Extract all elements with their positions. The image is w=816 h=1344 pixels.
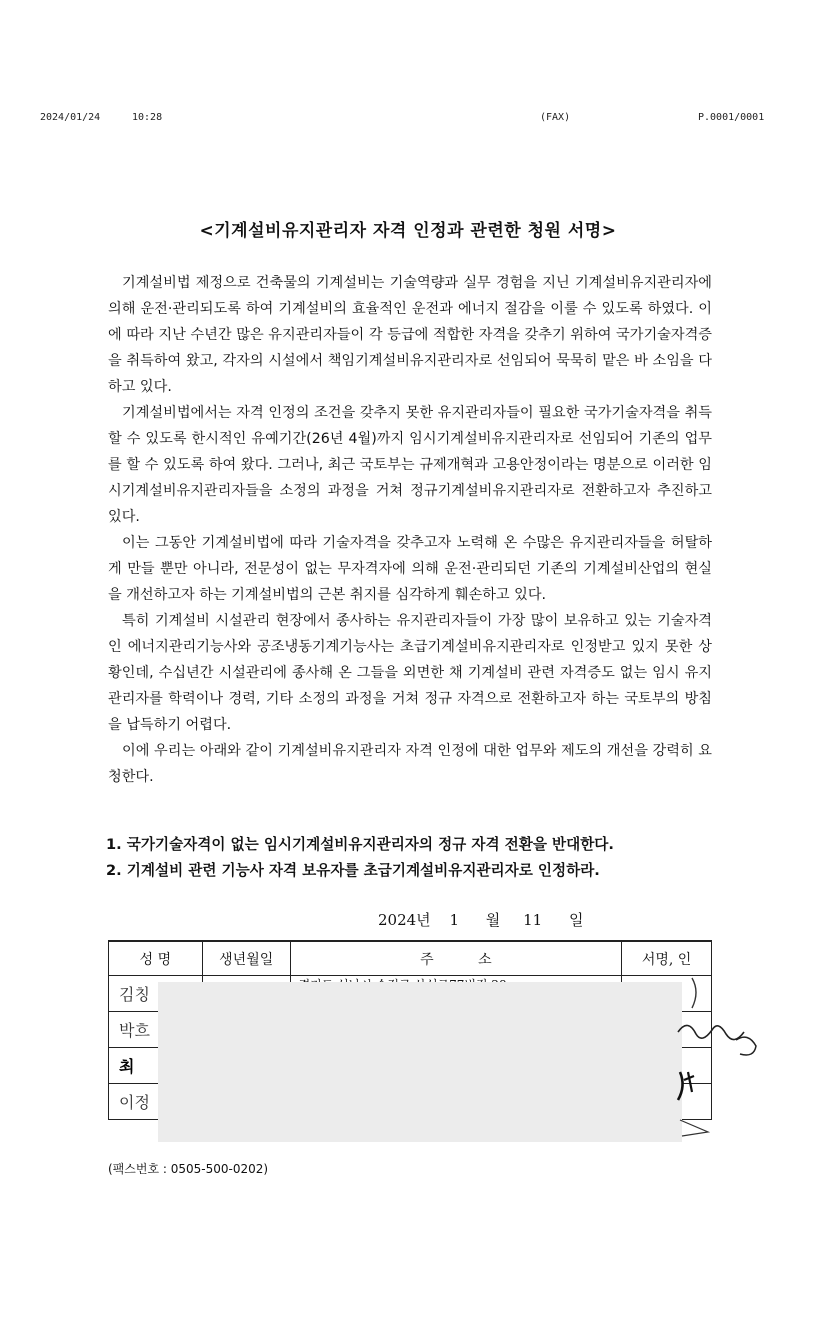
fax-transmission-header bbox=[40, 112, 765, 126]
date-day-unit: 일 bbox=[568, 911, 584, 929]
header-birthdate: 생년월일 bbox=[202, 941, 290, 976]
demand-item: 2. 기계설비 관련 기능사 자격 보유자를 초급기계설비유지관리자로 인정하라. bbox=[106, 862, 600, 879]
document-body bbox=[108, 270, 712, 790]
signer-name: 김칭 bbox=[109, 976, 203, 1012]
signing-date bbox=[378, 909, 583, 930]
handwritten-signatures bbox=[640, 960, 770, 1150]
demands-list bbox=[106, 832, 726, 884]
fax-label: (FAX) bbox=[540, 112, 571, 123]
signer-name: 박흐 bbox=[109, 1012, 203, 1048]
redaction-overlay bbox=[158, 982, 682, 1142]
document-title: <기계설비유지관리자 자격 인정과 관련한 청원 서명> bbox=[199, 221, 617, 241]
fax-time: 10:28 bbox=[132, 112, 163, 123]
body-paragraph: 특히 기계설비 시설관리 현장에서 종사하는 유지관리자들이 가장 많이 보유하고 있는 기술자격인 에너지관리기능사와 공조냉동기계기능사는 초급기계설비유지관리자로 인정받고 있지 못한 상황인데, 수십년간 시설관리에 종사해 온 그들을 외면한 채 기계설비 관련 자격증도 없는 임시 유지관리자를 학력이나 경력, 기타 소정의 과정을 거쳐 정규 자격으로 전환하고자 하는 국토부의 방침을 납득하기 어렵다. bbox=[108, 613, 712, 733]
date-day: 11 bbox=[523, 911, 543, 929]
body-paragraph: 이에 우리는 아래와 같이 기계설비유지관리자 자격 인정에 대한 업무와 제도의 개선을 강력히 요청한다. bbox=[108, 743, 712, 785]
date-month: 1 bbox=[449, 911, 459, 929]
fax-page-number: P.0001/0001 bbox=[698, 112, 765, 123]
signature-table-header bbox=[109, 941, 712, 976]
body-paragraph: 기계설비법에서는 자격 인정의 조건을 갖추지 못한 유지관리자들이 필요한 국가기술자격을 취득할 수 있도록 한시적인 유예기간(26년 4월)까지 임시기계설비유지관리자로 선임되어 기존의 업무를 할 수 있도록 하여 왔다. 그러나, 최근 국토부는 규제개혁과 고용안정이라는 명분으로 이러한 임시기계설비유지관리자들을 소정의 과정을 거쳐 정규기계설비유지관리자로 전환하고자 추진하고 있다. bbox=[108, 405, 712, 525]
demand-item: 1. 국가기술자격이 없는 임시기계설비유지관리자의 정규 자격 전환을 반대한다. bbox=[106, 836, 614, 853]
fax-date: 2024/01/24 bbox=[40, 112, 101, 123]
header-name: 성 명 bbox=[109, 941, 203, 976]
header-signature: 서명, 인 bbox=[622, 941, 712, 976]
body-paragraph: 이는 그동안 기계설비법에 따라 기술자격을 갖추고자 노력해 온 수많은 유지관리자들을 허탈하게 만들 뿐만 아니라, 전문성이 없는 무자격자에 의해 운전·관리되던 기존의 기계설비산업의 현실을 개선하고자 하는 기계설비법의 근본 취지를 심각하게 훼손하고 있다. bbox=[108, 535, 712, 603]
date-year: 2024년 bbox=[378, 911, 431, 929]
date-month-unit: 월 bbox=[485, 911, 501, 929]
header-address: 주 소 bbox=[290, 941, 622, 976]
signer-name: 이정 bbox=[109, 1084, 203, 1120]
fax-number-footer: (팩스번호 : 0505-500-0202) bbox=[108, 1162, 269, 1176]
body-paragraph: 기계설비법 제정으로 건축물의 기계설비는 기술역량과 실무 경험을 지닌 기계설비유지관리자에 의해 운전·관리되도록 하여 기계설비의 효율적인 운전과 에너지 절감을 이룰 수 있도록 하였다. 이에 따라 지난 수년간 많은 유지관리자들이 각 등급에 적합한 자격을 갖추기 위하여 국가기술자격증을 취득하여 왔고, 각자의 시설에서 책임기계설비유지관리자로 선임되어 묵묵히 맡은 바 소임을 다하고 있다. bbox=[108, 275, 712, 395]
signer-name: 최 bbox=[109, 1048, 203, 1084]
